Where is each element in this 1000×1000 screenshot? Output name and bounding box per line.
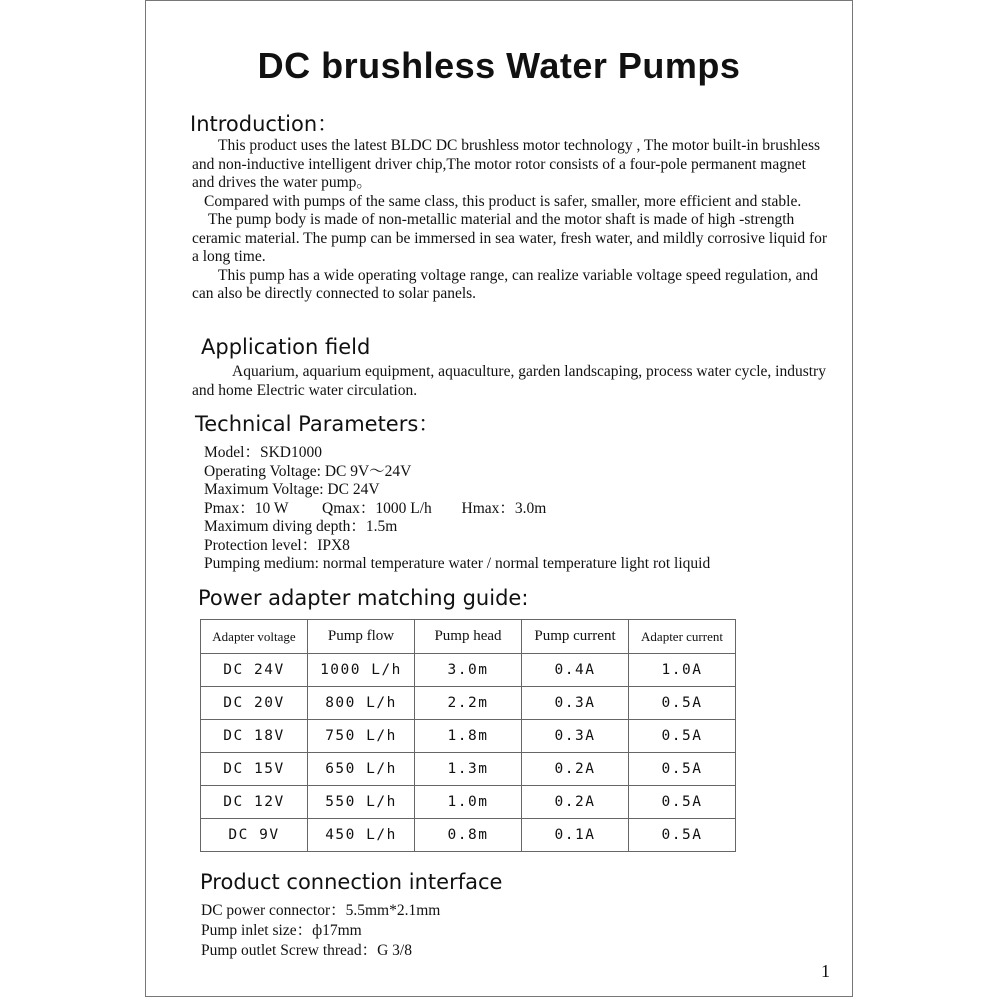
- table-cell: 650 L/h: [308, 753, 415, 786]
- table-cell: 0.5A: [629, 786, 736, 819]
- table-cell: 800 L/h: [308, 687, 415, 720]
- table-cell: 1.8m: [415, 720, 522, 753]
- table-cell: 1.0m: [415, 786, 522, 819]
- table-row: [201, 753, 736, 786]
- intro-paragraph: Compared with pumps of the same class, this product is safer, smaller, more efficient and stable.: [204, 192, 802, 210]
- application-text: Aquarium, aquarium equipment, aquaculture, garden landscaping, process water cycle, industry and home Electric water circulation.: [192, 363, 826, 399]
- table-cell: DC 24V: [201, 654, 308, 687]
- param-qmax: Qmax：1000 L/h: [322, 499, 432, 517]
- param-pmax: Pmax：10 W: [204, 499, 289, 517]
- table-cell: 750 L/h: [308, 720, 415, 753]
- outlet-thread-spec: Pump outlet Screw thread：G 3/8: [201, 942, 412, 959]
- table-cell: DC 20V: [201, 687, 308, 720]
- table-cell: 1.0A: [629, 654, 736, 687]
- table-cell: 1000 L/h: [308, 654, 415, 687]
- param-model: Model：SKD1000: [204, 444, 322, 461]
- connection-heading: Product connection interface: [200, 870, 503, 894]
- intro-paragraph: The pump body is made of non-metallic material and the motor shaft is made of high -strength ceramic material. The pump can be immersed in sea water, fresh water, and mildly corrosive liquid for a long time.: [192, 211, 828, 265]
- adapter-guide-heading: Power adapter matching guide:: [198, 586, 529, 610]
- table-cell: DC 18V: [201, 720, 308, 753]
- inlet-size-spec: Pump inlet size：ф17mm: [201, 922, 362, 939]
- table-cell: 0.2A: [522, 753, 629, 786]
- introduction-heading: Introduction：: [190, 112, 339, 136]
- column-header: Pump flow: [308, 620, 415, 654]
- table-cell: 0.5A: [629, 819, 736, 852]
- column-header: Pump head: [415, 620, 522, 654]
- table-cell: 0.4A: [522, 654, 629, 687]
- intro-paragraph: This pump has a wide operating voltage range, can realize variable voltage speed regulation, and can also be directly connected to solar panels.: [192, 266, 818, 302]
- table-cell: 450 L/h: [308, 819, 415, 852]
- table-row: [201, 654, 736, 687]
- param-power-line: [204, 500, 710, 519]
- table-header-row: [201, 620, 736, 654]
- param-protection: Protection level：IPX8: [204, 536, 350, 554]
- adapter-guide-table: [200, 619, 736, 852]
- table-cell: 0.3A: [522, 687, 629, 720]
- column-header: Adapter current: [629, 620, 736, 654]
- document-page: [145, 0, 853, 997]
- table-cell: 0.5A: [629, 687, 736, 720]
- table-cell: DC 9V: [201, 819, 308, 852]
- param-medium: Pumping medium: normal temperature water / normal temperature light rot liquid: [204, 555, 711, 572]
- table-cell: 0.2A: [522, 786, 629, 819]
- table-row: [201, 720, 736, 753]
- page-number: 1: [821, 961, 830, 981]
- table-row: [201, 819, 736, 852]
- technical-parameters: [204, 444, 710, 574]
- connection-details: [201, 901, 440, 961]
- param-hmax: Hmax：3.0m: [461, 499, 547, 517]
- table-row: [201, 687, 736, 720]
- table-cell: DC 12V: [201, 786, 308, 819]
- application-heading: Application field: [201, 335, 371, 359]
- table-cell: 3.0m: [415, 654, 522, 687]
- document-title: DC brushless Water Pumps: [257, 45, 741, 86]
- power-connector-spec: DC power connector：5.5mm*2.1mm: [201, 902, 441, 919]
- table-cell: 0.5A: [629, 720, 736, 753]
- table-row: [201, 786, 736, 819]
- table-cell: 2.2m: [415, 687, 522, 720]
- table-cell: 0.8m: [415, 819, 522, 852]
- technical-heading: Technical Parameters：: [195, 412, 440, 436]
- param-operating-voltage: Operating Voltage: DC 9V～24V: [204, 462, 412, 480]
- introduction-body: [192, 137, 832, 304]
- table-cell: 0.5A: [629, 753, 736, 786]
- intro-paragraph: This product uses the latest BLDC DC brushless motor technology , The motor built-in brushless and non-inductive intelligent driver chip,The motor rotor consists of a four-pole permanent magnet and drives the water pump。: [192, 137, 821, 191]
- table-cell: 0.1A: [522, 819, 629, 852]
- table-cell: 550 L/h: [308, 786, 415, 819]
- column-header: Adapter voltage: [201, 620, 308, 654]
- table-cell: DC 15V: [201, 753, 308, 786]
- table-cell: 0.3A: [522, 720, 629, 753]
- column-header: Pump current: [522, 620, 629, 654]
- param-maximum-voltage: Maximum Voltage: DC 24V: [204, 481, 380, 498]
- param-diving-depth: Maximum diving depth：1.5m: [204, 518, 398, 535]
- table-cell: 1.3m: [415, 753, 522, 786]
